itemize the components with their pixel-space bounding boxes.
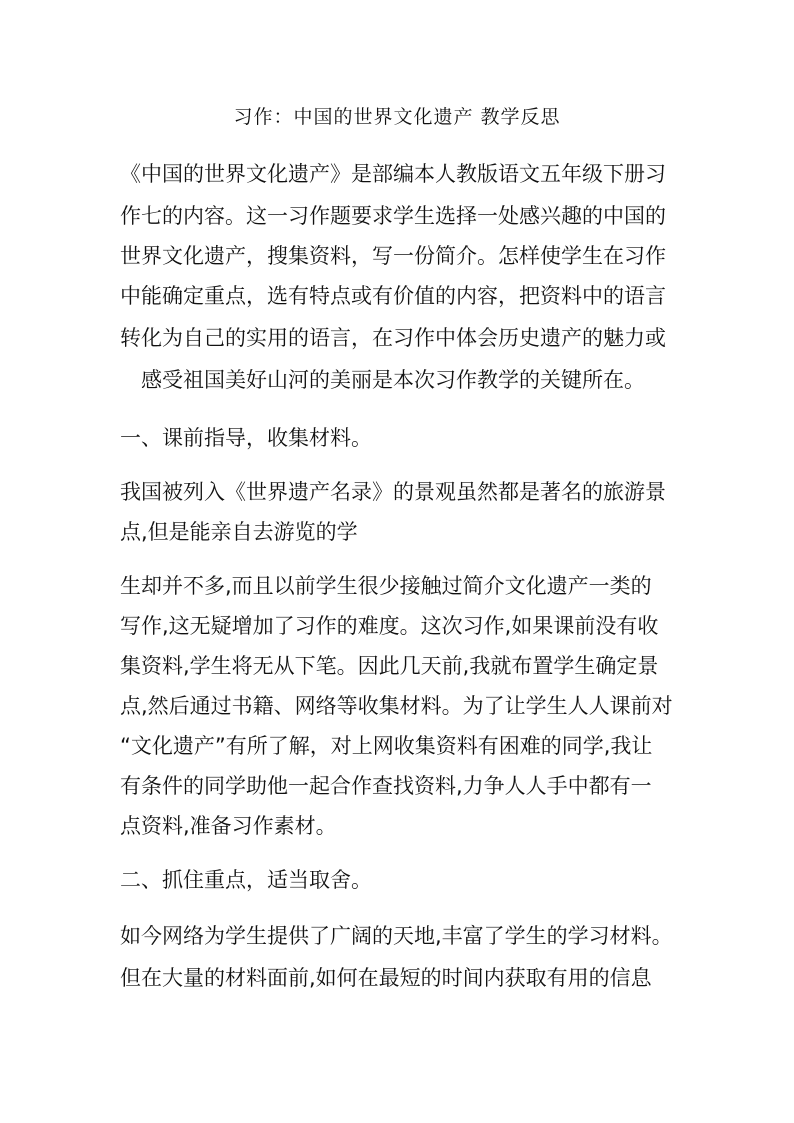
paragraph-line: 生却并不多,而且以前学生很少接触过简介文化遗产一类的: [120, 574, 652, 598]
paragraph-line: “文化遗产”有所了解，对上网收集资料有困难的同学,我让: [120, 734, 653, 758]
paragraph-line: 中能确定重点，选有特点或有价值的内容，把资料中的语言: [120, 284, 666, 308]
paragraph-line: 但在大量的材料面前,如何在最短的时间内获取有用的信息: [120, 966, 652, 990]
section-heading: 二、抓住重点，适当取舍。: [120, 868, 372, 892]
paragraph-line: 点资料,准备习作素材。: [120, 814, 337, 838]
paragraph-line: 转化为自己的实用的语言，在习作中体会历史遗产的魅力或: [120, 326, 666, 350]
paragraph-line: 作七的内容。这一习作题要求学生选择一处感兴趣的中国的: [120, 204, 666, 228]
document-title: 习作：中国的世界文化遗产 教学反思: [233, 106, 561, 128]
paragraph-line: 我国被列入《世界遗产名录》的景观虽然都是著名的旅游景: [120, 480, 666, 504]
paragraph-line: 感受祖国美好山河的美丽是本次习作教学的关键所在。: [141, 368, 645, 392]
paragraph-line: 《中国的世界文化遗产》是部编本人教版语文五年级下册习: [120, 162, 666, 186]
paragraph-line: 集资料,学生将无从下笔。因此几天前,我就布置学生确定景: [120, 654, 659, 678]
paragraph-line: 点,但是能亲自去游览的学: [120, 520, 358, 544]
paragraph-line: 世界文化遗产，搜集资料，写一份简介。怎样使学生在习作: [120, 244, 666, 268]
paragraph-line: 点,然后通过书籍、网络等收集材料。为了让学生人人课前对: [120, 694, 673, 718]
paragraph-line: 如今网络为学生提供了广阔的天地,丰富了学生的学习材料。: [120, 924, 673, 948]
paragraph-line: 有条件的同学助他一起合作查找资料,力争人人手中都有一: [120, 774, 652, 798]
section-heading: 一、课前指导，收集材料。: [120, 426, 372, 450]
paragraph-line: 写作,这无疑增加了习作的难度。这次习作,如果课前没有收: [120, 614, 659, 638]
